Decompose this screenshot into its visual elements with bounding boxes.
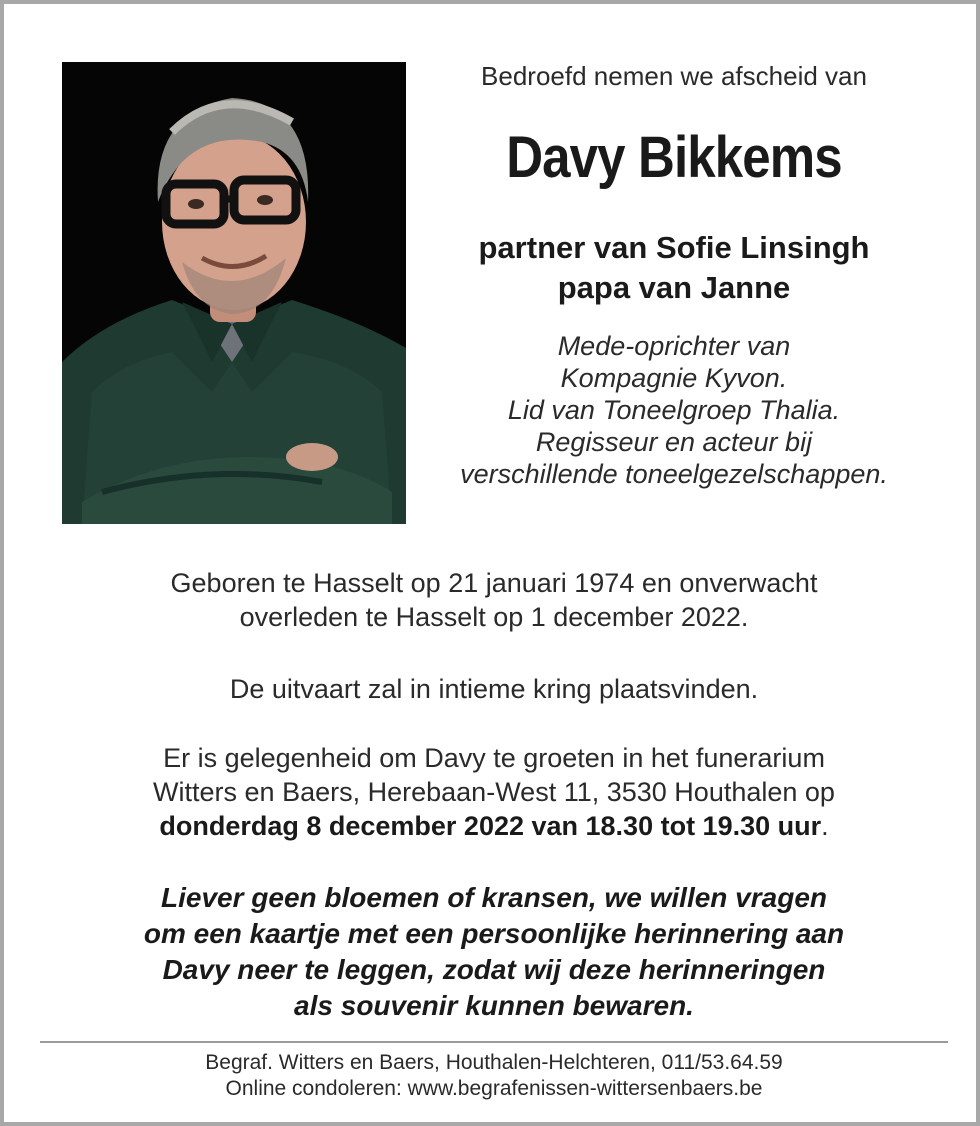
visitation-text bbox=[44, 741, 944, 843]
visit-date: donderdag 8 december 2022 van 18.30 tot 19.30 uur bbox=[159, 811, 822, 841]
visit-date-end: . bbox=[821, 811, 829, 841]
portrait-illustration bbox=[62, 62, 406, 524]
visit-line: Witters en Baers, Herebaan-West 11, 3530 Houthalen op bbox=[153, 777, 835, 807]
role-line: verschillende toneelgezelschappen. bbox=[460, 459, 888, 489]
deceased-name: Davy Bikkems bbox=[506, 125, 842, 190]
footer bbox=[44, 1050, 944, 1102]
wish-line: Liever geen bloemen of kransen, we willen vragen bbox=[161, 882, 827, 913]
role-line: Lid van Toneelgroep Thalia. bbox=[507, 395, 841, 425]
relations bbox=[424, 228, 924, 308]
relation-child: papa van Janne bbox=[557, 270, 791, 305]
funeral-home-info: Begraf. Witters en Baers, Houthalen-Helchteren, 011/53.64.59 bbox=[205, 1051, 783, 1074]
born-line: overleden te Hasselt op 1 december 2022. bbox=[239, 602, 749, 632]
visit-date-line bbox=[44, 809, 944, 843]
relation-partner: partner van Sofie Linsingh bbox=[478, 230, 870, 265]
role-line: Regisseur en acteur bij bbox=[535, 427, 813, 457]
role-line: Mede-oprichter van bbox=[557, 331, 791, 361]
role-line: Kompagnie Kyvon. bbox=[560, 363, 788, 393]
funeral-text: De uitvaart zal in intieme kring plaatsvinden. bbox=[229, 674, 759, 704]
birth-death-text bbox=[44, 566, 944, 634]
header-block bbox=[424, 60, 924, 490]
portrait-photo bbox=[62, 62, 406, 524]
intro-text: Bedroefd nemen we afscheid van bbox=[481, 61, 867, 91]
wish-line: om een kaartje met een persoonlijke herinnering aan bbox=[143, 918, 845, 949]
flowers-wish bbox=[44, 880, 944, 1024]
footer-divider bbox=[40, 1041, 948, 1043]
roles bbox=[424, 330, 924, 490]
born-line: Geboren te Hasselt op 21 januari 1974 en onverwacht bbox=[170, 568, 818, 598]
visit-line: Er is gelegenheid om Davy te groeten in het funerarium bbox=[163, 743, 825, 773]
online-condolence-link[interactable]: Online condoleren: www.begrafenissen-wittersenbaers.be bbox=[225, 1077, 763, 1100]
wish-line: Davy neer te leggen, zodat wij deze herinneringen bbox=[162, 954, 826, 985]
wish-line: als souvenir kunnen bewaren. bbox=[294, 990, 694, 1021]
